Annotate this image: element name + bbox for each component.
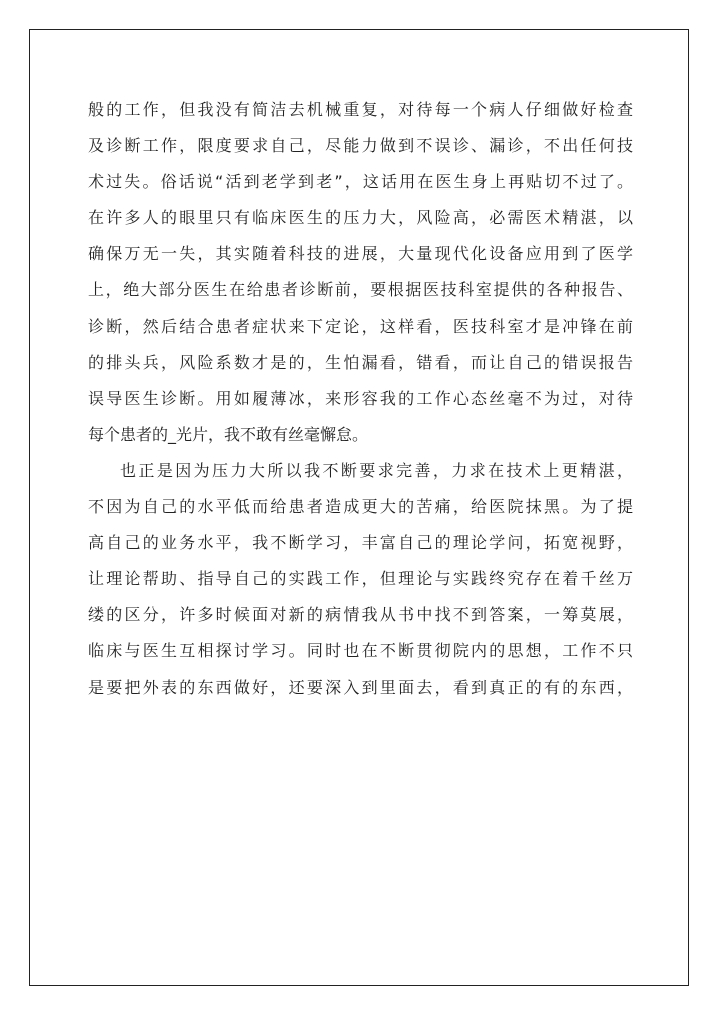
paragraph-1	[88, 92, 633, 453]
text-line: 的排头兵，风险系数才是的，生怕漏看，错看，而让自己的错误报告	[88, 352, 633, 372]
text-line: 上，绝大部分医生在给患者诊断前，要根据医技科室提供的各种报告、	[88, 280, 633, 300]
text-line: 般的工作，但我没有简洁去机械重复，对待每一个病人仔细做好检查	[88, 100, 633, 119]
text-line: 每个患者的_光片，我不敢有丝毫懈怠。	[88, 424, 369, 444]
text-line: 术过失。俗话说“活到老学到老”，这话用在医生身上再贴切不过了。	[88, 172, 633, 192]
text-line: 高自己的业务水平，我不断学习，丰富自己的理论学问，拓宽视野，	[88, 533, 633, 553]
text-line: 确保万无一失，其实随着科技的进展，大量现代化设备应用到了医学	[88, 244, 633, 264]
text-line: 在许多人的眼里只有临床医生的压力大，风险高，必需医术精湛，以	[88, 208, 633, 228]
text-line: 不因为自己的水平低而给患者造成更大的苦痛，给医院抹黑。为了提	[88, 497, 633, 517]
text-line: 让理论帮助、指导自己的实践工作，但理论与实践终究存在着千丝万	[88, 569, 633, 589]
paragraph-2	[88, 453, 633, 706]
text-line: 临床与医生互相探讨学习。同时也在不断贯彻院内的思想，工作不只	[88, 641, 633, 661]
text-line: 是要把外表的东西做好，还要深入到里面去，看到真正的有的东西，	[88, 677, 633, 697]
text-line: 诊断，然后结合患者症状来下定论，这样看，医技科室才是冲锋在前	[88, 316, 633, 336]
document-body	[88, 92, 633, 706]
text-line: 及诊断工作，限度要求自己，尽能力做到不误诊、漏诊，不出任何技	[88, 136, 633, 156]
text-line: 误导医生诊断。用如履薄冰，来形容我的工作心态丝毫不为过，对待	[88, 388, 633, 408]
text-line: 也正是因为压力大所以我不断要求完善，力求在技术上更精湛，	[120, 460, 633, 480]
text-line: 缕的区分，许多时候面对新的病情我从书中找不到答案，一筹莫展，	[88, 605, 633, 625]
